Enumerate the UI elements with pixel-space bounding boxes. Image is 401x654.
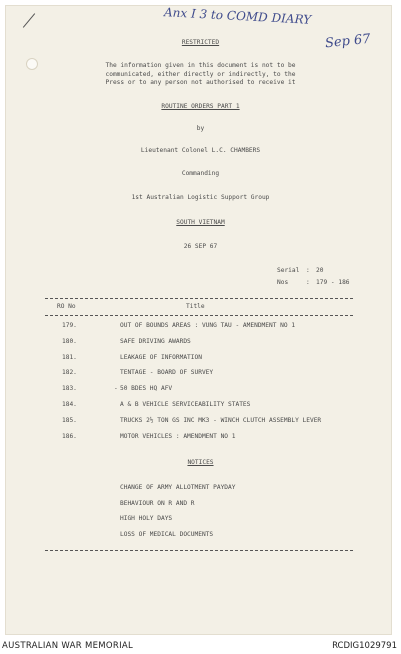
order-title: TENTAGE - BOARD OF SURVEY: [120, 369, 214, 376]
order-number: 185.: [62, 417, 77, 424]
table-bottom-rule: [45, 550, 353, 551]
order-title: OUT OF BOUNDS AREAS : VUNG TAU - AMENDMENT NO 1: [120, 322, 296, 329]
notice-item: LOSS OF MEDICAL DOCUMENTS: [120, 531, 214, 538]
archive-name: AUSTRALIAN WAR MEMORIAL: [2, 641, 134, 651]
handwritten-annotation: Anx I 3 to COMD DIARY: [163, 5, 312, 27]
warning-line-3: Press or to any person not authorised to receive it: [105, 79, 296, 86]
warning-line-2: communicated, either directly or indirectly, to the: [105, 71, 296, 78]
order-title: TRUCKS 2½ TON GS INC MK3 - WINCH CLUTCH ASSEMBLY LEVER: [120, 417, 322, 424]
order-title: 50 BDES HQ AFV: [120, 385, 173, 392]
document-title: ROUTINE ORDERS PART 1: [161, 103, 240, 110]
table-header-rule: [45, 315, 353, 316]
order-number: 182.: [62, 369, 77, 376]
order-title: MOTOR VEHICLES : AMENDMENT NO 1: [120, 433, 236, 440]
commanding-line: Commanding: [181, 170, 220, 177]
classification-heading: RESTRICTED: [181, 39, 220, 46]
document-page: [5, 5, 392, 635]
by-line: by: [196, 125, 205, 132]
order-number: 179.: [62, 322, 77, 329]
order-number: 180.: [62, 338, 77, 345]
notices-heading: NOTICES: [187, 459, 214, 466]
warning-line-1: The information given in this document is not to be: [105, 62, 296, 69]
handwritten-date: Sep 67: [324, 31, 372, 52]
column-header-ro-no: RO No: [57, 303, 76, 310]
notice-item: CHANGE OF ARMY ALLOTMENT PAYDAY: [120, 484, 236, 491]
notice-item: HIGH HOLY DAYS: [120, 515, 173, 522]
column-header-title: Title: [186, 303, 205, 310]
order-number: 186.: [62, 433, 77, 440]
nos-colon: :: [306, 279, 310, 286]
order-dash-mark: -: [114, 385, 118, 392]
order-title: SAFE DRIVING AWARDS: [120, 338, 191, 345]
table-top-rule: [45, 298, 353, 299]
order-title: LEAKAGE OF INFORMATION: [120, 354, 202, 361]
nos-label: Nos: [277, 279, 289, 286]
order-title: A & B VEHICLE SERVICEABILITY STATES: [120, 401, 251, 408]
order-number: 183.: [62, 385, 77, 392]
serial-colon: :: [306, 267, 310, 274]
notice-item: BEHAVIOUR ON R AND R: [120, 500, 195, 507]
author-name: Lieutenant Colonel L.C. CHAMBERS: [140, 147, 261, 154]
order-number: 184.: [62, 401, 77, 408]
issue-date: 26 SEP 67: [183, 243, 218, 250]
serial-label: Serial: [277, 267, 300, 274]
serial-value: 20: [316, 267, 324, 274]
unit-name: 1st Australian Logistic Support Group: [131, 194, 270, 201]
archive-footer: [0, 636, 401, 654]
nos-value: 179 - 186: [316, 279, 350, 286]
archive-reference: RCDIG1029791: [332, 641, 397, 651]
order-number: 181.: [62, 354, 77, 361]
location: SOUTH VIETNAM: [176, 219, 225, 226]
